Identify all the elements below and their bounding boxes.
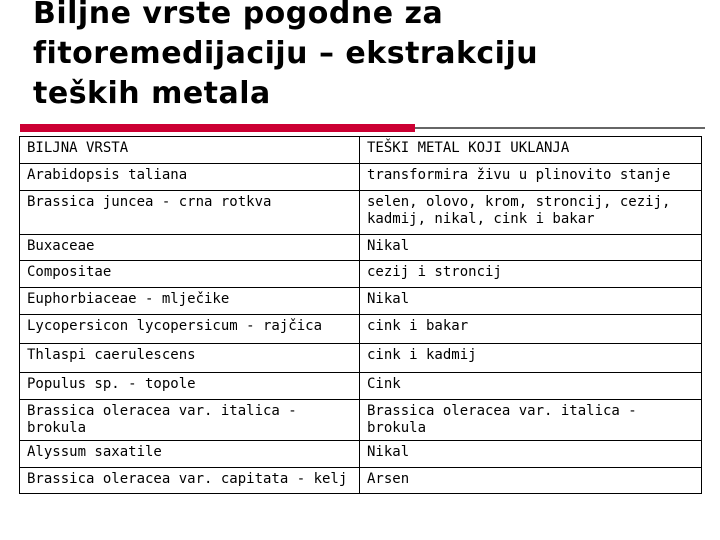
table-row [20, 467, 702, 494]
metal-cell: Nikal [360, 234, 702, 261]
plant-cell: Euphorbiaceae - mlječike [20, 288, 360, 315]
table-row [20, 163, 702, 190]
header-heavy-metal: TEŠKI METAL KOJI UKLANJA [360, 137, 702, 164]
table-row [20, 399, 702, 440]
metal-cell: cink i bakar [360, 314, 702, 343]
title-accent-bar [20, 124, 415, 132]
plant-cell: Alyssum saxatile [20, 440, 360, 467]
plant-cell: Arabidopsis taliana [20, 163, 360, 190]
plant-cell: Populus sp. - topole [20, 372, 360, 399]
title-line-2: fitoremedijaciju – ekstrakciju [33, 36, 539, 71]
table-row [20, 190, 702, 234]
plant-cell: Compositae [20, 261, 360, 288]
metal-cell: Nikal [360, 440, 702, 467]
metal-cell: cink i kadmij [360, 343, 702, 372]
plant-cell: Brassica juncea - crna rotkva [20, 190, 360, 234]
title-divider-line [415, 127, 705, 129]
plant-cell: Brassica oleracea var. capitata - kelj [20, 467, 360, 494]
metal-cell: Brassica oleracea var. italica - brokula [360, 399, 702, 440]
table-row [20, 288, 702, 315]
metal-cell: Nikal [360, 288, 702, 315]
table-header-row [20, 137, 702, 164]
plant-cell: Thlaspi caerulescens [20, 343, 360, 372]
title-line-1: Biljne vrste pogodne za [33, 0, 444, 31]
table-row [20, 372, 702, 399]
plants-table [19, 136, 702, 494]
table-row [20, 261, 702, 288]
plant-cell: Brassica oleracea var. italica - brokula [20, 399, 360, 440]
slide-title [33, 0, 713, 114]
metal-cell: selen, olovo, krom, stroncij, cezij, kadmij, nikal, cink i bakar [360, 190, 702, 234]
table-row [20, 343, 702, 372]
header-plant-species: BILJNA VRSTA [20, 137, 360, 164]
metal-cell: transformira živu u plinovito stanje [360, 163, 702, 190]
table-row [20, 314, 702, 343]
title-line-3: teških metala [33, 76, 271, 111]
table-row [20, 440, 702, 467]
plant-cell: Buxaceae [20, 234, 360, 261]
metal-cell: Cink [360, 372, 702, 399]
metal-cell: Arsen [360, 467, 702, 494]
table-row [20, 234, 702, 261]
plant-cell: Lycopersicon lycopersicum - rajčica [20, 314, 360, 343]
metal-cell: cezij i stroncij [360, 261, 702, 288]
